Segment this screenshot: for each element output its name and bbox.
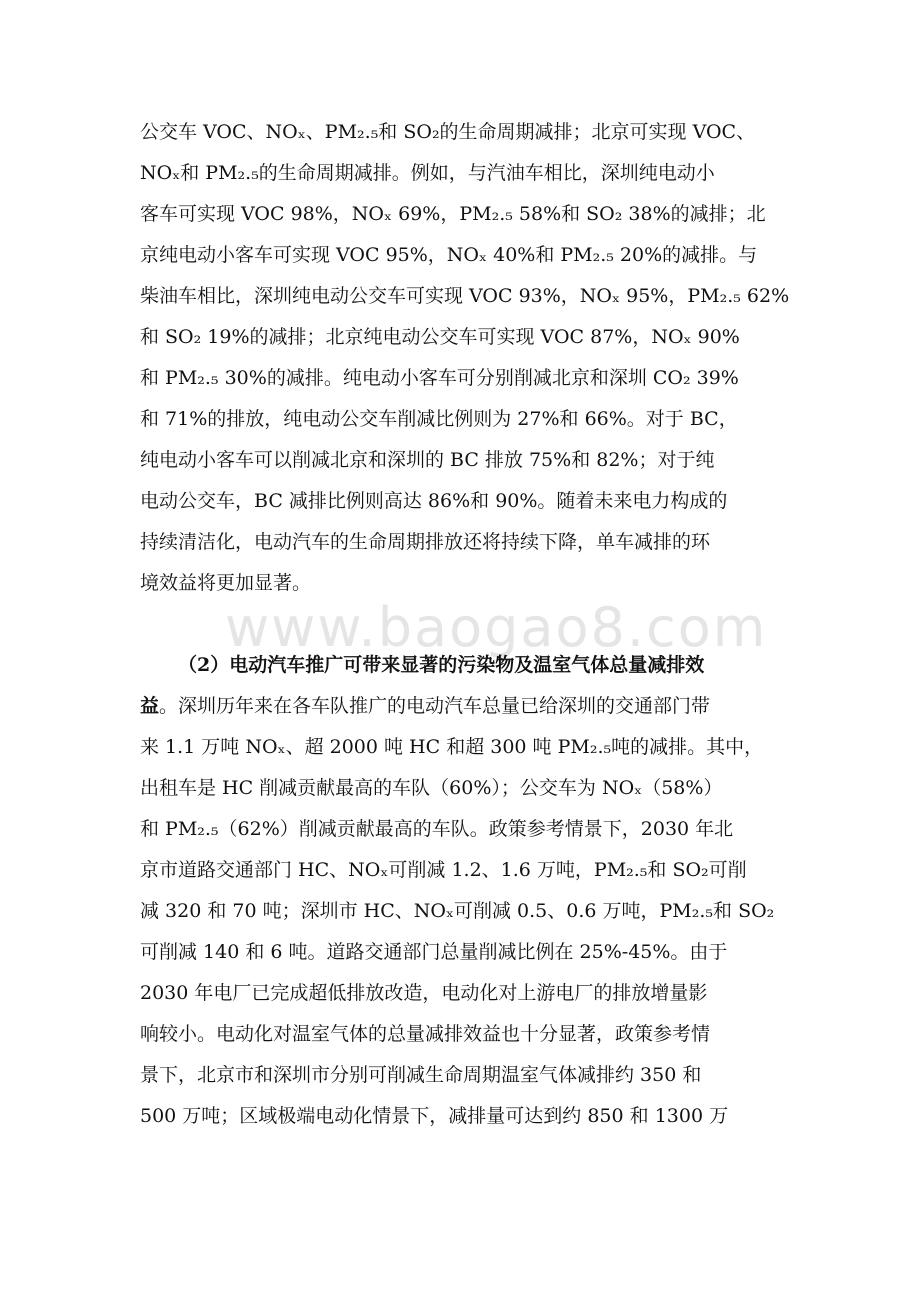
text-line: 和 PM₂.₅ 30%的减排。纯电动小客车可分别削减北京和深圳 CO₂ 39%: [140, 367, 739, 389]
text-line: 可削减 140 和 6 吨。道路交通部门总量削减比例在 25%-45%。由于: [140, 941, 728, 963]
section-heading-end: 益: [140, 695, 160, 717]
text-line: 公交车 VOC、NOₓ、PM₂.₅和 SO₂的生命周期减排；北京可实现 VOC、: [140, 121, 756, 143]
text-line: 柴油车相比，深圳纯电动公交车可实现 VOC 93%，NOₓ 95%，PM₂.₅ 62%: [140, 285, 790, 307]
text-line: 京市道路交通部门 HC、NOₓ可削减 1.2、1.6 万吨，PM₂.₅和 SO₂可削: [140, 859, 747, 881]
text-line: 电动公交车，BC 减排比例则高达 86%和 90%。随着未来电力构成的: [140, 490, 728, 512]
text-line: NOₓ和 PM₂.₅的生命周期减排。例如，与汽油车相比，深圳纯电动小: [140, 162, 715, 184]
text-line: 2030 年电厂已完成超低排放改造，电动化对上游电厂的排放增量影: [140, 982, 708, 1004]
text-line: 纯电动小客车可以削减北京和深圳的 BC 排放 75%和 82%；对于纯: [140, 449, 715, 471]
text-line: 和 SO₂ 19%的减排；北京纯电动公交车可实现 VOC 87%，NOₓ 90%: [140, 326, 740, 348]
watermark: www.baogao8.com: [225, 596, 768, 659]
text-line: [140, 686, 710, 726]
text-line: 和 71%的排放，纯电动公交车削减比例则为 27%和 66%。对于 BC，: [140, 408, 738, 430]
text-line: 减 320 和 70 吨；深圳市 HC、NOₓ可削减 0.5、0.6 万吨，PM₂.₅和 SO₂: [140, 900, 775, 922]
text-line-rest: 。深圳历年来在各车队推广的电动汽车总量已给深圳的交通部门带: [159, 695, 711, 717]
text-line: 京纯电动小客车可实现 VOC 95%，NOₓ 40%和 PM₂.₅ 20%的减排。与: [140, 244, 758, 266]
text-line: 响较小。电动化对温室气体的总量减排效益也十分显著，政策参考情: [140, 1023, 711, 1045]
text-line: 500 万吨；区域极端电动化情景下，减排量可达到约 850 和 1300 万: [140, 1105, 729, 1127]
text-line: 持续清洁化，电动汽车的生命周期排放还将持续下降，单车减排的环: [140, 531, 711, 553]
text-line: 出租车是 HC 削减贡献最高的车队（60%）；公交车为 NOₓ（58%）: [140, 777, 723, 799]
text-line: 来 1.1 万吨 NOₓ、超 2000 吨 HC 和超 300 吨 PM₂.₅吨的减排。其中，: [140, 736, 764, 758]
text-line: 和 PM₂.₅（62%）削减贡献最高的车队。政策参考情景下，2030 年北: [140, 818, 734, 840]
text-line: 客车可实现 VOC 98%，NOₓ 69%，PM₂.₅ 58%和 SO₂ 38%的减排；北: [140, 203, 766, 225]
section-heading: （2）电动汽车推广可带来显著的污染物及温室气体总量减排效: [178, 654, 705, 676]
text-line: 境效益将更加显著。: [140, 572, 312, 594]
text-line: 景下，北京市和深圳市分别可削减生命周期温室气体减排约 350 和: [140, 1064, 702, 1086]
